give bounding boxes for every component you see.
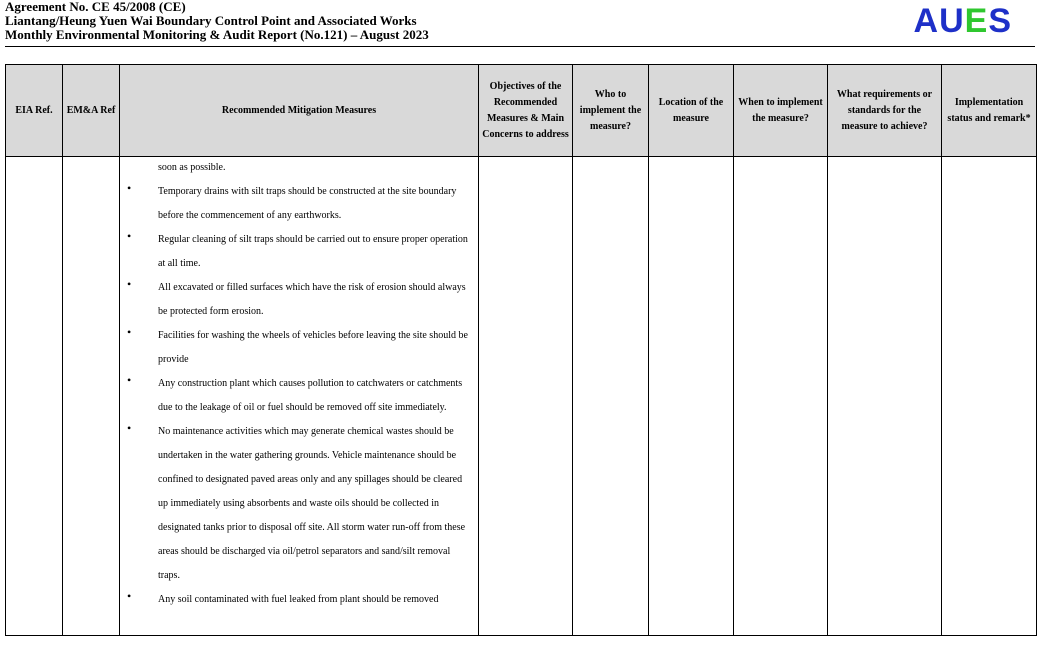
cell-location [649, 157, 734, 636]
col-mitigation-measures: Recommended Mitigation Measures [120, 65, 479, 157]
bullet-icon: • [127, 421, 132, 435]
cell-who [573, 157, 649, 636]
cell-ema-ref [63, 157, 120, 636]
table-header-row [6, 65, 1037, 157]
bullet-icon: • [127, 325, 132, 339]
report-title: Monthly Environmental Monitoring & Audit Report (No.121) – August 2023 [5, 27, 429, 42]
col-objectives: Objectives of the Recommended Measures & Main Concerns to address [479, 65, 573, 157]
mitigation-table [5, 64, 1037, 636]
list-item: • Temporary drains with silt traps should be constructed at the site boundary before the commencement of any earthworks. [120, 180, 478, 228]
table-row [6, 157, 1037, 636]
list-item: • Facilities for washing the wheels of vehicles before leaving the site should be provide [120, 324, 478, 372]
list-item: • Any construction plant which causes pollution to catchwaters or catchments due to the leakage of oil or fuel should be removed off site immediately. [120, 372, 478, 420]
cell-measures [120, 157, 479, 636]
cell-eia-ref [6, 157, 63, 636]
list-item: • All excavated or filled surfaces which have the risk of erosion should always be protected form erosion. [120, 276, 478, 324]
cell-when [734, 157, 828, 636]
bullet-icon: • [127, 229, 132, 243]
bullet-icon: • [127, 373, 132, 387]
continuation-text: soon as possible. [158, 162, 226, 173]
col-when: When to implement the measure? [734, 65, 828, 157]
cell-status [942, 157, 1037, 636]
aues-logo: AUES [913, 2, 1012, 40]
list-item: • No maintenance activities which may generate chemical wastes should be undertaken in the water gathering grounds. Vehicle maintenance should be confined to designated paved areas only and any spillages should be cleared up immediately using absorbents and waste oils should be collected in designated tanks prior to disposal off site. All storm water run-off from these areas should be discharged via oil/petrol separators and sand/silt removal traps. [120, 420, 478, 588]
cell-requirements [828, 157, 942, 636]
report-header [5, 0, 429, 42]
header-rule [5, 46, 1035, 47]
project-title: Liantang/Heung Yuen Wai Boundary Control Point and Associated Works [5, 13, 417, 28]
col-ema-ref: EM&A Ref [63, 65, 120, 157]
col-location: Location of the measure [649, 65, 734, 157]
list-item: • Any soil contaminated with fuel leaked from plant should be removed [120, 588, 478, 612]
col-requirements: What requirements or standards for the measure to achieve? [828, 65, 942, 157]
bullet-icon: • [127, 589, 132, 603]
cell-objectives [479, 157, 573, 636]
list-item: • Regular cleaning of silt traps should be carried out to ensure proper operation at all time. [120, 228, 478, 276]
col-who: Who to implement the measure? [573, 65, 649, 157]
col-eia-ref: EIA Ref. [6, 65, 63, 157]
measures-list [120, 180, 478, 612]
bullet-icon: • [127, 181, 132, 195]
bullet-icon: • [127, 277, 132, 291]
col-status: Implementation status and remark* [942, 65, 1037, 157]
agreement-number: Agreement No. CE 45/2008 (CE) [5, 0, 186, 14]
